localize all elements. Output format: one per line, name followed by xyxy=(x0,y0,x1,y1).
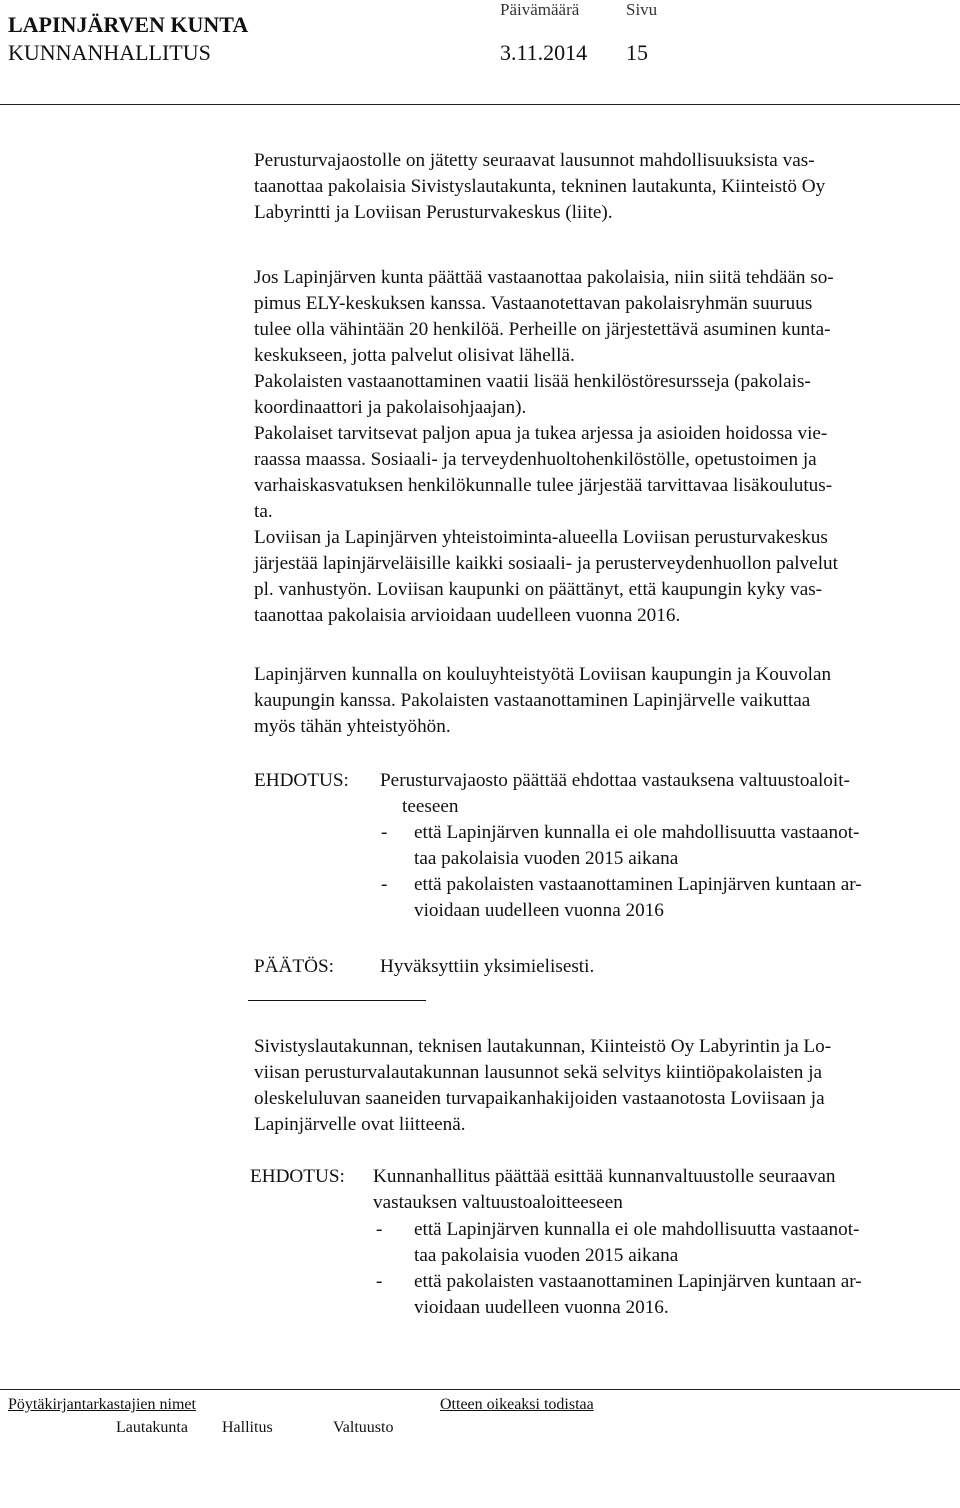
text-line: Labyrintti ja Loviisan Perusturvakeskus (liite). xyxy=(254,202,613,223)
page-number: 15 xyxy=(626,40,648,65)
paragraph-cooperation xyxy=(254,662,831,740)
text-line: Kunnanhallitus päättää esittää kunnanvaltuustolle seuraavan xyxy=(373,1166,836,1187)
text-line: teeseen xyxy=(402,796,459,817)
organization-name: LAPINJÄRVEN KUNTA xyxy=(8,12,249,37)
proposal-text xyxy=(373,1164,835,1216)
text-line: Lapinjärven kunnalla on kouluyhteistyötä Loviisan kaupungin ja Kouvolan xyxy=(254,664,832,685)
text-line: Pakolaiset tarvitsevat paljon apua ja tukea arjessa ja asioiden hoidossa vie- xyxy=(254,423,828,444)
text-line: vioidaan uudelleen vuonna 2016 xyxy=(414,900,664,921)
proposal-label: EHDOTUS: xyxy=(254,770,349,791)
paragraph-statements xyxy=(254,148,825,226)
text-line: kaupungin kanssa. Pakolaisten vastaanottaminen Lapinjärvelle vaikuttaa xyxy=(254,690,811,711)
text-line: varhaiskasvatuksen henkilökunnalle tulee järjestää tarvittavaa lisäkoulutus- xyxy=(254,475,833,496)
text-line: Loviisan ja Lapinjärven yhteistoiminta-alueella Loviisan perusturvakeskus xyxy=(254,527,828,548)
text-line: myös tähän yhteistyöhön. xyxy=(254,716,451,737)
text-line: koordinaattori ja pakolaisohjaajan). xyxy=(254,397,527,418)
footer-col-board: Lautakunta xyxy=(116,1419,188,1436)
proposal-label: EHDOTUS: xyxy=(250,1166,345,1187)
text-line: ta. xyxy=(254,501,273,522)
decision-label: PÄÄTÖS: xyxy=(254,956,334,977)
paragraph-conditions xyxy=(254,265,838,629)
list-item xyxy=(414,820,859,872)
text-line: Jos Lapinjärven kunta päättää vastaanottaa pakolaisia, niin siitä tehdään so- xyxy=(254,267,834,288)
text-line: pimus ELY-keskuksen kanssa. Vastaanotettavan pakolaisryhmän suuruus xyxy=(254,293,813,314)
text-line: Pakolaisten vastaanottaminen vaatii lisää henkilöstöresursseja (pakolais- xyxy=(254,371,811,392)
footer-col-council: Valtuusto xyxy=(333,1419,394,1436)
text-line: Sivistyslautakunnan, teknisen lautakunnan, Kiinteistö Oy Labyrintin ja Lo- xyxy=(254,1036,832,1057)
text-line: viisan perusturvalautakunnan lausunnot sekä selvitys kiintiöpakolaisten ja xyxy=(254,1062,823,1083)
list-dash: - xyxy=(381,874,388,895)
proposal-text xyxy=(380,768,850,820)
organization-unit: KUNNANHALLITUS xyxy=(8,40,211,65)
footer-col-government: Hallitus xyxy=(222,1419,273,1436)
text-line: että Lapinjärven kunnalla ei ole mahdollisuutta vastaanot- xyxy=(414,822,860,843)
paragraph-attachments xyxy=(254,1034,831,1138)
reviewers-label: Pöytäkirjantarkastajien nimet xyxy=(8,1396,196,1413)
text-line: keskukseen, jotta palvelut olisivat lähellä. xyxy=(254,345,575,366)
text-line: tulee olla vähintään 20 henkilöä. Perheille on järjestettävä asuminen kunta- xyxy=(254,319,831,340)
page-label: Sivu xyxy=(626,0,658,19)
date-label: Päivämäärä xyxy=(500,0,580,19)
text-line: taa pakolaisia vuoden 2015 aikana xyxy=(414,1245,679,1266)
text-line: että Lapinjärven kunnalla ei ole mahdollisuutta vastaanot- xyxy=(414,1219,860,1240)
text-line: taa pakolaisia vuoden 2015 aikana xyxy=(414,848,679,869)
certified-label: Otteen oikeaksi todistaa xyxy=(440,1396,594,1413)
list-item xyxy=(414,872,862,924)
list-dash: - xyxy=(376,1271,383,1292)
header-divider xyxy=(0,104,960,105)
text-line: raassa maassa. Sosiaali- ja terveydenhuoltohenkilöstölle, opetustoimen ja xyxy=(254,449,817,470)
text-line: järjestää lapinjärveläisille kaikki sosiaali- ja perusterveydenhuollon palvelut xyxy=(254,553,838,574)
text-line: oleskeluluvan saaneiden turvapaikanhakijoiden vastaanotosta Loviisaan ja xyxy=(254,1088,825,1109)
list-item xyxy=(414,1217,859,1269)
list-dash: - xyxy=(376,1219,383,1240)
text-line: taanottaa pakolaisia Sivistyslautakunta, tekninen lautakunta, Kiinteistö Oy xyxy=(254,176,826,197)
text-line: Lapinjärvelle ovat liitteenä. xyxy=(254,1114,466,1135)
separator-line xyxy=(248,1000,426,1001)
text-line: vastauksen valtuustoaloitteeseen xyxy=(373,1192,623,1213)
text-line: pl. vanhustyön. Loviisan kaupunki on päättänyt, että kaupungin kyky vas- xyxy=(254,579,823,600)
text-line: vioidaan uudelleen vuonna 2016. xyxy=(414,1297,669,1318)
footer-divider xyxy=(0,1389,960,1390)
text-line: että pakolaisten vastaanottaminen Lapinjärven kuntaan ar- xyxy=(414,1271,862,1292)
text-line: että pakolaisten vastaanottaminen Lapinjärven kuntaan ar- xyxy=(414,874,862,895)
decision-text: Hyväksyttiin yksimielisesti. xyxy=(380,956,595,977)
text-line: Perusturvajaostolle on jätetty seuraavat lausunnot mahdollisuuksista vas- xyxy=(254,150,815,171)
list-dash: - xyxy=(381,822,388,843)
list-item xyxy=(414,1269,862,1321)
text-line: Perusturvajaosto päättää ehdottaa vastauksena valtuustoaloit- xyxy=(380,770,850,791)
text-line: taanottaa pakolaisia arvioidaan uudelleen vuonna 2016. xyxy=(254,605,681,626)
meeting-date: 3.11.2014 xyxy=(500,40,588,65)
